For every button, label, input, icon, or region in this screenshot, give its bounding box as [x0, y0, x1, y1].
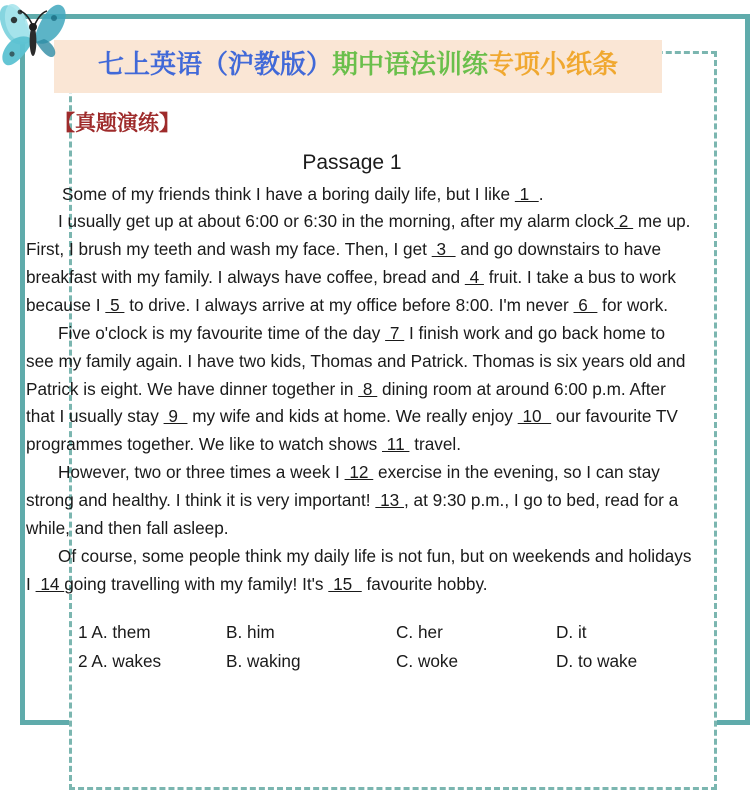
p3-text-c: dining room at around 6:00 p.m. After that I usually stay: [26, 378, 666, 427]
option-number-1: 1: [78, 622, 88, 643]
title-part-subject: 七上英语（沪教版）: [97, 50, 332, 80]
option-2-d[interactable]: D. to wake: [556, 651, 638, 672]
p5-text-b: going travelling with my family! It's: [64, 573, 329, 594]
p3-text-e: our favourite TV programmes together. We like to watch shows: [26, 406, 678, 455]
option-1-a: A. them: [91, 622, 151, 643]
title-part-suffix: 专项小纸条: [488, 50, 619, 80]
table-row[interactable]: [78, 647, 708, 676]
blank-9: 9: [163, 406, 188, 427]
p1-text-b: .: [538, 183, 544, 204]
blank-5: 5: [105, 294, 125, 315]
passage-heading: Passage 1: [302, 150, 402, 174]
passage-paragraph-1: [26, 181, 692, 209]
blank-8: 8: [358, 378, 378, 399]
passage-paragraph-3: [26, 320, 692, 459]
option-number-2: 2: [78, 651, 88, 672]
worksheet-title-band: [54, 40, 662, 93]
blank-11: 11: [382, 434, 410, 455]
section-heading: 【真题演练】: [54, 110, 180, 135]
option-2-b[interactable]: B. waking: [226, 651, 301, 672]
p5-text-c: favourite hobby.: [361, 573, 488, 594]
answer-options-list: [78, 618, 708, 676]
blank-2: 2: [614, 211, 634, 232]
option-1-d[interactable]: D. it: [556, 622, 587, 643]
p2-text-c: and go downstairs to have breakfast with my family. I always have coffee, bread and: [26, 239, 662, 288]
passage-paragraph-4: [26, 459, 692, 543]
p3-text-d: my wife and kids at home. We really enjoy: [187, 406, 518, 427]
blank-3: 3: [431, 239, 456, 260]
option-1-c[interactable]: C. her: [396, 622, 443, 643]
blank-13: 13: [375, 489, 404, 510]
p2-text-f: for work.: [597, 294, 669, 315]
blank-15: 15: [328, 573, 362, 594]
option-2-a: A. wakes: [91, 651, 162, 672]
p2-text-a: I usually get up at about 6:00 or 6:30 in the morning, after my alarm clock: [58, 211, 615, 232]
option-1-b[interactable]: B. him: [226, 622, 275, 643]
blank-4: 4: [464, 267, 484, 288]
option-row[interactable]: [78, 618, 708, 647]
p4-text-c: , at 9:30 p.m., I go to bed, read for a while, and then fall asleep.: [26, 489, 679, 538]
title-part-topic: 期中语法训练: [331, 50, 488, 80]
p3-text-b: I finish work and go back home to see my family again. I have two kids, Thomas and Patrick. Thomas is six years old and Patrick is eight. We have dinner together in: [26, 322, 686, 399]
worksheet-content: [26, 40, 712, 676]
blank-6: 6: [573, 294, 598, 315]
p2-text-d: fruit. I take a bus to work because I: [26, 267, 676, 315]
p5-text-a: Of course, some people think my daily life is not fun, but on weekends and holidays I: [26, 545, 692, 594]
passage-paragraph-5: [26, 543, 692, 599]
blank-14: 14: [35, 573, 65, 594]
blank-10: 10: [517, 406, 552, 427]
option-2-c[interactable]: C. woke: [396, 651, 459, 672]
blank-12: 12: [344, 462, 374, 483]
p2-text-b: me up. First, I brush my teeth and wash my face. Then, I get: [26, 211, 691, 260]
p1-text-a: Some of my friends think I have a boring daily life, but I like: [62, 183, 515, 204]
p3-text-a: Five o'clock is my favourite time of the day: [58, 322, 386, 343]
blank-1: 1: [514, 183, 539, 204]
p3-text-f: travel.: [409, 434, 462, 455]
blank-7: 7: [385, 322, 405, 343]
p4-text-b: exercise in the evening, so I can stay strong and healthy. I think it is very important!: [26, 462, 660, 510]
option-row-2-a[interactable]: [78, 647, 226, 676]
p4-text-a: However, two or three times a week I: [58, 462, 345, 483]
option-row-1-a[interactable]: [78, 618, 226, 647]
p2-text-e: to drive. I always arrive at my office before 8:00. I'm never: [124, 294, 574, 315]
passage-paragraph-2: [26, 208, 692, 319]
